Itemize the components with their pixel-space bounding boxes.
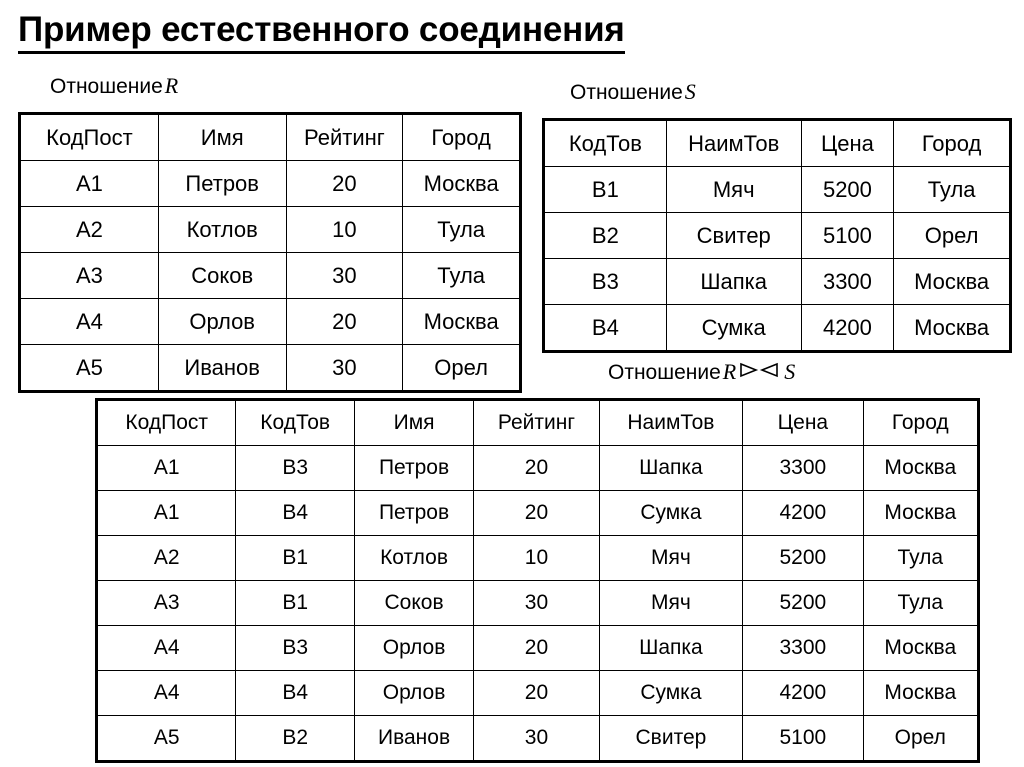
caption-rs-prefix: Отношение (608, 361, 721, 384)
caption-s-relation: S (684, 79, 696, 104)
cell: 30 (286, 253, 403, 299)
column-header: Город (863, 400, 978, 446)
cell: Орел (863, 716, 978, 762)
table-row (20, 253, 521, 299)
column-header: НаимТов (666, 120, 801, 167)
cell: Москва (863, 446, 978, 491)
column-header: НаимТов (599, 400, 742, 446)
cell: Котлов (354, 536, 473, 581)
cell: 20 (474, 671, 599, 716)
table-row (97, 716, 979, 762)
column-header: Имя (354, 400, 473, 446)
cell: Шапка (666, 259, 801, 305)
cell: Свитер (666, 213, 801, 259)
caption-relation-s (570, 81, 696, 103)
cell: B3 (236, 446, 354, 491)
cell: B1 (544, 167, 667, 213)
caption-s-prefix: Отношение (570, 81, 683, 104)
cell: 5100 (743, 716, 863, 762)
column-header: Город (403, 114, 521, 161)
cell: 20 (286, 161, 403, 207)
table-row (20, 207, 521, 253)
table-row (97, 671, 979, 716)
relation-s-table (542, 118, 1012, 353)
cell: A4 (97, 626, 236, 671)
caption-rs-relation-left: R (722, 359, 737, 384)
caption-r-prefix: Отношение (50, 75, 163, 98)
cell: A2 (97, 536, 236, 581)
cell: Мяч (599, 536, 742, 581)
relation-r-table (18, 112, 522, 393)
column-header: КодТов (544, 120, 667, 167)
cell: 4200 (743, 671, 863, 716)
cell: 3300 (801, 259, 894, 305)
cell: 20 (474, 626, 599, 671)
cell: A1 (97, 446, 236, 491)
cell: Москва (863, 491, 978, 536)
cell: 5100 (801, 213, 894, 259)
table-row (544, 259, 1011, 305)
cell: Москва (403, 299, 521, 345)
cell: Петров (354, 491, 473, 536)
table-header-row (97, 400, 979, 446)
natural-join-bowtie-icon (736, 360, 782, 380)
page-title (18, 12, 625, 47)
cell: 20 (286, 299, 403, 345)
cell: A4 (97, 671, 236, 716)
column-header: Цена (801, 120, 894, 167)
cell: 30 (286, 345, 403, 392)
caption-r-relation: R (164, 73, 179, 98)
table-row (97, 536, 979, 581)
cell: B2 (544, 213, 667, 259)
cell: Соков (158, 253, 286, 299)
cell: Орлов (158, 299, 286, 345)
cell: Соков (354, 581, 473, 626)
cell: A3 (20, 253, 159, 299)
cell: Петров (354, 446, 473, 491)
cell: Орлов (354, 626, 473, 671)
cell: B4 (544, 305, 667, 352)
table-row (544, 213, 1011, 259)
cell: 20 (474, 491, 599, 536)
column-header: Рейтинг (474, 400, 599, 446)
cell: Тула (403, 207, 521, 253)
cell: 4200 (801, 305, 894, 352)
caption-rs-relation-right: S (784, 359, 796, 384)
cell: Тула (863, 536, 978, 581)
cell: Москва (863, 626, 978, 671)
cell: B2 (236, 716, 354, 762)
page-title-text: Пример естественного соединения (18, 10, 625, 54)
cell: A5 (97, 716, 236, 762)
cell: Тула (403, 253, 521, 299)
cell: A2 (20, 207, 159, 253)
cell: 4200 (743, 491, 863, 536)
column-header: КодПост (20, 114, 159, 161)
cell: Мяч (666, 167, 801, 213)
cell: 30 (474, 716, 599, 762)
cell: Орел (403, 345, 521, 392)
cell: A5 (20, 345, 159, 392)
table-row (544, 167, 1011, 213)
cell: 10 (286, 207, 403, 253)
column-header: Имя (158, 114, 286, 161)
table-row (20, 161, 521, 207)
cell: B1 (236, 581, 354, 626)
cell: Котлов (158, 207, 286, 253)
cell: Орел (894, 213, 1011, 259)
cell: Сумка (666, 305, 801, 352)
cell: 5200 (801, 167, 894, 213)
column-header: Рейтинг (286, 114, 403, 161)
table-header-row (20, 114, 521, 161)
cell: Петров (158, 161, 286, 207)
cell: Сумка (599, 491, 742, 536)
cell: 30 (474, 581, 599, 626)
cell: Шапка (599, 626, 742, 671)
cell: Москва (403, 161, 521, 207)
cell: A1 (20, 161, 159, 207)
cell: Орлов (354, 671, 473, 716)
column-header: Город (894, 120, 1011, 167)
cell: Сумка (599, 671, 742, 716)
table-header-row (544, 120, 1011, 167)
cell: A1 (97, 491, 236, 536)
cell: B4 (236, 491, 354, 536)
cell: 5200 (743, 536, 863, 581)
cell: 5200 (743, 581, 863, 626)
cell: Свитер (599, 716, 742, 762)
cell: B4 (236, 671, 354, 716)
column-header: КодТов (236, 400, 354, 446)
table-row (544, 305, 1011, 352)
table-row (97, 626, 979, 671)
cell: Иванов (354, 716, 473, 762)
cell: 3300 (743, 446, 863, 491)
cell: Москва (894, 305, 1011, 352)
cell: B1 (236, 536, 354, 581)
caption-relation-r (50, 75, 178, 97)
cell: Тула (894, 167, 1011, 213)
cell: A3 (97, 581, 236, 626)
table-row (97, 446, 979, 491)
table-row (20, 345, 521, 392)
table-row (97, 491, 979, 536)
column-header: КодПост (97, 400, 236, 446)
table-row (97, 581, 979, 626)
cell: 10 (474, 536, 599, 581)
cell: A4 (20, 299, 159, 345)
cell: Москва (894, 259, 1011, 305)
cell: 20 (474, 446, 599, 491)
cell: Москва (863, 671, 978, 716)
cell: B3 (236, 626, 354, 671)
cell: Тула (863, 581, 978, 626)
cell: 3300 (743, 626, 863, 671)
column-header: Цена (743, 400, 863, 446)
cell: Шапка (599, 446, 742, 491)
caption-relation-join (608, 359, 795, 383)
cell: Иванов (158, 345, 286, 392)
table-row (20, 299, 521, 345)
relation-join-table (95, 398, 980, 763)
cell: B3 (544, 259, 667, 305)
cell: Мяч (599, 581, 742, 626)
